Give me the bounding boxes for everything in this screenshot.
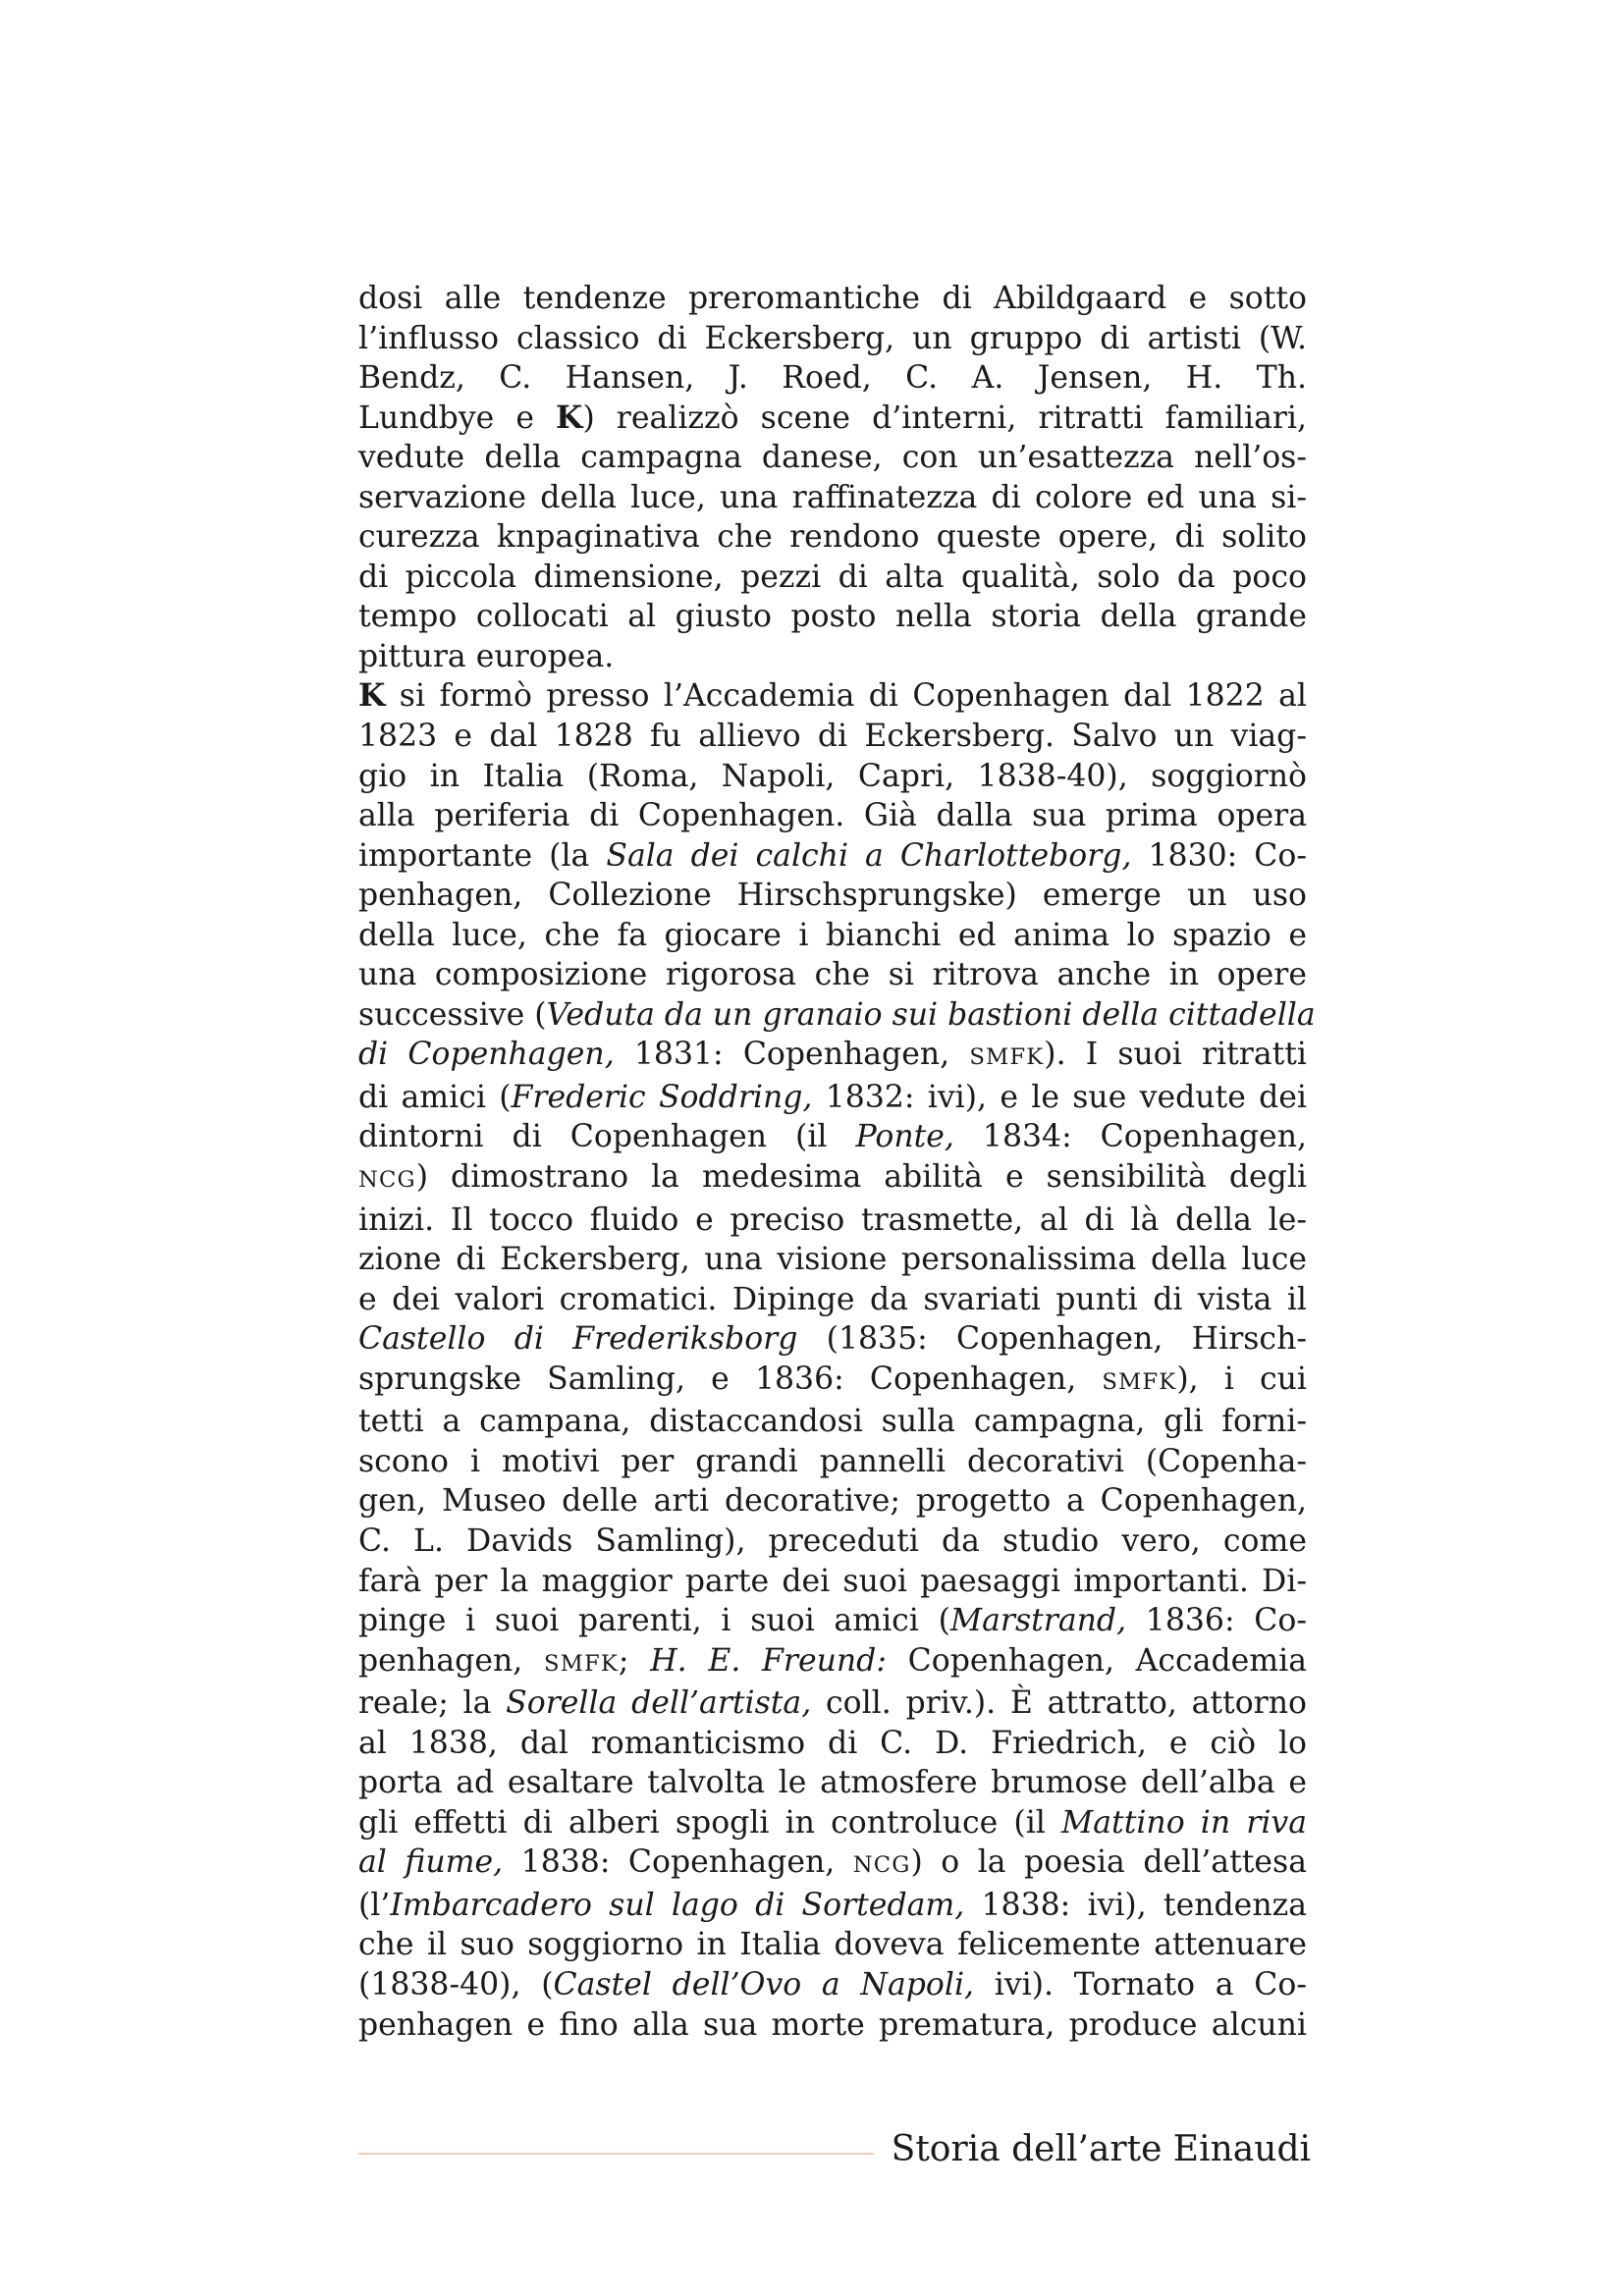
text-line xyxy=(358,1842,1307,1886)
text-run: al 1838, dal romanticismo di C. D. Friedrich, e ciò lo xyxy=(358,1725,1307,1761)
text-line xyxy=(358,1157,1307,1201)
text-run: al fiume, xyxy=(358,1844,504,1881)
text-line xyxy=(358,279,1307,319)
text-line xyxy=(358,757,1307,797)
text-line xyxy=(358,319,1307,359)
text-run: tetti a campana, distaccandosi sulla campagna, gli forni- xyxy=(358,1404,1307,1440)
body-text xyxy=(358,279,1316,2045)
text-line xyxy=(358,1240,1307,1280)
text-run: C. L. Davids Samling), preceduti da studio vero, come xyxy=(358,1522,1307,1559)
text-run: 1823 e dal 1828 fu allievo di Eckersberg. Salvo un viag- xyxy=(358,719,1307,755)
text-run: ivi). Tornato a Co- xyxy=(974,1966,1307,2002)
text-line xyxy=(358,478,1307,518)
text-run: di piccola dimensione, pezzi di alta qualità, solo da poco xyxy=(358,559,1307,595)
text-line xyxy=(358,1117,1307,1157)
text-run: H. E. Freund: xyxy=(650,1642,887,1679)
text-run: ), i cui xyxy=(1176,1361,1308,1397)
footer-publisher-title: Storia dell’arte Einaudi xyxy=(891,2129,1311,2169)
text-line xyxy=(358,1925,1307,1965)
text-run: di Copenhagen, xyxy=(358,1037,615,1073)
text-line xyxy=(358,1201,1307,1241)
text-run: Ponte, xyxy=(855,1119,954,1155)
text-run: (l’ xyxy=(358,1887,391,1923)
text-line xyxy=(358,1035,1307,1078)
text-run: Marstrand, xyxy=(949,1603,1127,1639)
text-line xyxy=(358,1601,1307,1641)
text-line xyxy=(358,676,1307,717)
text-line xyxy=(358,438,1307,478)
text-run: gli effetti di alberi spogli in controluce (il xyxy=(358,1804,1061,1841)
text-run: servazione della luce, una raffinatezza di colore ed una si- xyxy=(358,479,1307,515)
text-run: di amici ( xyxy=(358,1079,512,1115)
text-run: NCG xyxy=(358,1167,416,1194)
text-run: Castello di Frederiksborg xyxy=(358,1321,798,1358)
text-line xyxy=(358,558,1307,598)
text-line xyxy=(358,1641,1307,1684)
text-line xyxy=(358,597,1307,637)
text-line xyxy=(358,517,1307,558)
text-run: 1838: Copenhagen, xyxy=(503,1844,853,1881)
text-run: Bendz, C. Hansen, J. Roed, C. A. Jensen, H. Th. xyxy=(358,360,1307,397)
text-line xyxy=(358,358,1307,399)
text-run: NCG xyxy=(852,1852,911,1879)
text-run: che il suo soggiorno in Italia doveva felicemente attenuare xyxy=(358,1927,1307,1963)
text-run: SMFK xyxy=(1102,1368,1177,1395)
text-run: Frederic Soddring, xyxy=(511,1079,813,1115)
text-line xyxy=(358,2005,1307,2046)
text-run: successive ( xyxy=(358,996,547,1033)
text-run: SMFK xyxy=(543,1650,619,1677)
text-line xyxy=(358,717,1307,757)
text-run: pittura europea. xyxy=(358,638,615,674)
text-line xyxy=(358,1280,1307,1320)
text-run: porta ad esaltare talvolta le atmosfere brumose dell’alba e xyxy=(358,1765,1307,1801)
text-line xyxy=(358,1078,1307,1118)
text-line xyxy=(358,1763,1307,1803)
text-run: alla periferia di Copenhagen. Già dalla sua prima opera xyxy=(358,798,1307,834)
text-run: Sala dei calchi a Charlotteborg, xyxy=(606,837,1132,874)
text-run: Lundbye e xyxy=(358,400,557,436)
text-run: gen, Museo delle arti decorative; progetto a Copenhagen, xyxy=(358,1483,1307,1520)
text-line xyxy=(358,796,1307,836)
text-run: tempo collocati al giusto posto nella storia della grande xyxy=(358,599,1307,635)
text-line xyxy=(358,1442,1307,1482)
text-run: vedute della campagna danese, con un’esattezza nell’os- xyxy=(358,440,1307,476)
text-run: 1838: ivi), tendenza xyxy=(964,1887,1307,1923)
text-run: Copenhagen, Accademia xyxy=(886,1642,1307,1679)
footer-rule xyxy=(358,2153,874,2155)
text-line xyxy=(358,1803,1307,1843)
text-run: (1838-40), ( xyxy=(358,1966,554,2002)
text-run: una composizione rigorosa che si ritrova anche in opere xyxy=(358,957,1307,993)
text-run: ) realizzò scene d’interni, ritratti familiari, xyxy=(582,400,1307,436)
text-run: 1831: Copenhagen, xyxy=(614,1037,970,1073)
text-run: della luce, che fa giocare i bianchi ed anima lo spazio e xyxy=(358,917,1307,953)
text-run: Sorella dell’artista, xyxy=(506,1685,812,1722)
text-run: dintorni di Copenhagen (il xyxy=(358,1119,856,1155)
text-run: pinge i suoi parenti, i suoi amici ( xyxy=(358,1603,950,1639)
text-line xyxy=(358,1562,1307,1602)
text-line xyxy=(358,1481,1307,1522)
text-run: 1832: ivi), e le sue vedute dei xyxy=(812,1079,1308,1115)
text-line xyxy=(358,637,1307,677)
text-run: scono i motivi per grandi pannelli decorativi (Copenha- xyxy=(358,1443,1307,1479)
text-run: Veduta da un granaio sui bastioni della cittadella xyxy=(546,996,1316,1033)
text-line xyxy=(358,1319,1307,1360)
footer xyxy=(358,2128,1311,2177)
text-run: sprungske Samling, e 1836: Copenhagen, xyxy=(358,1361,1103,1397)
text-run: gio in Italia (Roma, Napoli, Capri, 1838-40), soggiornò xyxy=(358,758,1307,794)
text-line xyxy=(358,1724,1307,1764)
text-run: curezza knpaginativa che rendono queste opere, di solito xyxy=(358,519,1307,556)
text-run: reale; la xyxy=(358,1685,507,1722)
text-run: farà per la maggior parte dei suoi paesaggi importanti. Di- xyxy=(358,1563,1307,1599)
text-line xyxy=(358,1360,1307,1403)
text-run: 1830: Co- xyxy=(1131,837,1308,874)
text-run: ; xyxy=(618,1642,651,1679)
text-line xyxy=(358,1886,1307,1926)
text-line xyxy=(358,955,1307,995)
text-run: penhagen, Collezione Hirschsprungske) emerge un uso xyxy=(358,878,1307,914)
text-run: zione di Eckersberg, una visione personalissima della luce xyxy=(358,1242,1307,1278)
text-run: ). I suoi ritratti xyxy=(1044,1037,1308,1073)
text-line xyxy=(358,836,1307,877)
text-run: 1834: Copenhagen, xyxy=(953,1119,1307,1155)
text-run: inizi. Il tocco fluido e preciso trasmette, al di là della le- xyxy=(358,1201,1307,1238)
text-line xyxy=(358,916,1307,956)
text-run: ) dimostrano la medesima abilità e sensibilità degli xyxy=(415,1159,1307,1196)
text-line xyxy=(358,876,1307,916)
text-run: 1836: Co- xyxy=(1126,1603,1307,1639)
text-run: Mattino in riva xyxy=(1061,1804,1307,1841)
text-line xyxy=(358,399,1307,439)
text-run: SMFK xyxy=(969,1044,1045,1071)
text-run: si formò presso l’Accademia di Copenhagen dal 1822 al xyxy=(385,678,1307,715)
text-run: importante (la xyxy=(358,837,607,874)
text-run: ) o la poesia dell’attesa xyxy=(910,1844,1307,1881)
text-run: (1835: Copenhagen, Hirsch- xyxy=(797,1321,1308,1358)
text-run: K xyxy=(358,677,386,715)
text-run: penhagen e fino alla sua morte prematura, produce alcuni xyxy=(358,2006,1307,2043)
text-run: coll. priv.). È attratto, attorno xyxy=(811,1685,1307,1722)
text-run: penhagen, xyxy=(358,1642,544,1679)
text-run: dosi alle tendenze preromantiche di Abildgaard e sotto xyxy=(358,281,1307,316)
text-run: Imbarcadero sul lago di Sortedam, xyxy=(390,1887,965,1923)
text-run: l’influsso classico di Eckersberg, un gruppo di artisti (W. xyxy=(358,320,1307,356)
text-line xyxy=(358,1522,1307,1562)
text-run: K xyxy=(556,399,583,436)
text-line xyxy=(358,1402,1307,1442)
text-run: Castel dell’Ovo a Napoli, xyxy=(553,1966,975,2002)
text-run: e dei valori cromatici. Dipinge da svariati punti di vista il xyxy=(358,1281,1307,1317)
text-line xyxy=(358,995,1316,1036)
text-line xyxy=(358,1965,1307,2005)
text-line xyxy=(358,1683,1307,1724)
